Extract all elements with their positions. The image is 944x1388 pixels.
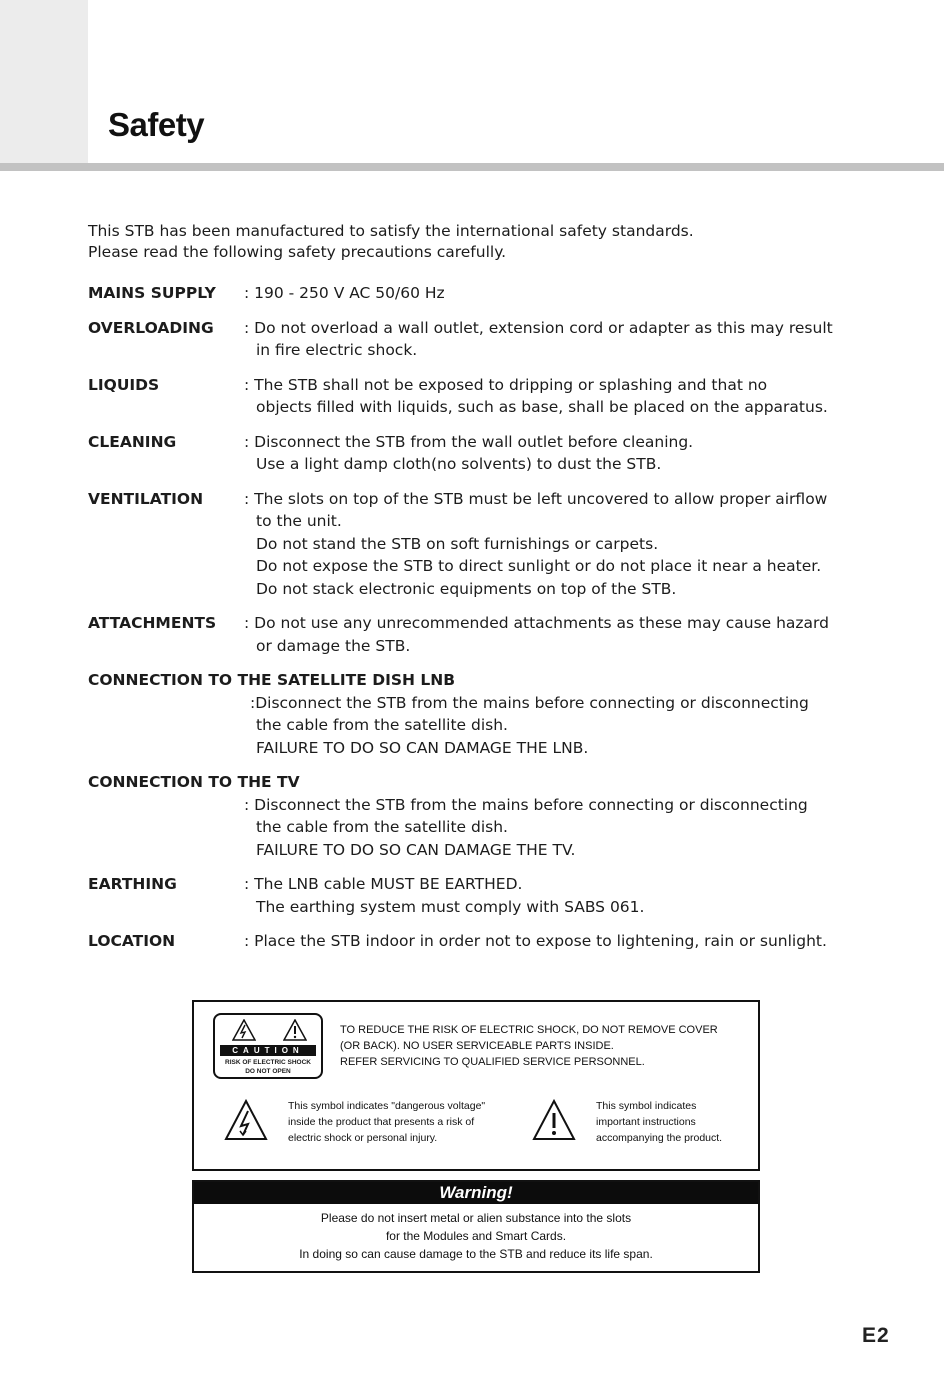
item-liquids <box>88 374 888 419</box>
voltage-symbol-text <box>288 1098 485 1146</box>
item-text: The earthing system must comply with SABS 061. <box>256 897 645 916</box>
warning-line: for the Modules and Smart Cards. <box>385 1229 567 1243</box>
item-text: : Do not use any unrecommended attachments as these may cause hazard <box>244 614 829 632</box>
item-text: in fire electric shock. <box>256 341 418 359</box>
instruction-line: important instructions <box>596 1116 696 1128</box>
item-text: : The LNB cable MUST BE EARTHED. <box>244 875 523 893</box>
item-label: CONNECTION TO THE SATELLITE DISH LNB <box>88 671 456 689</box>
header-corner-tab <box>0 0 88 163</box>
item-text: Use a light damp cloth(no solvents) to dust the STB. <box>256 455 662 473</box>
exclamation-triangle-icon <box>283 1019 307 1041</box>
lightning-triangle-icon <box>224 1098 268 1142</box>
warning-line: In doing so can cause damage to the STB and reduce its life span. <box>299 1247 653 1261</box>
item-label: CLEANING <box>88 432 177 451</box>
instruction-line: accompanying the product. <box>596 1132 723 1144</box>
item-text: : Disconnect the STB from the mains before connecting or disconnecting <box>244 795 808 814</box>
item-earthing <box>88 873 888 918</box>
item-label: OVERLOADING <box>88 318 214 337</box>
warning-line: Please do not insert metal or alien substance into the slots <box>320 1211 632 1225</box>
item-label: CONNECTION TO THE TV <box>88 773 300 791</box>
item-label: ATTACHMENTS <box>88 614 217 632</box>
item-label: LOCATION <box>88 932 176 950</box>
caution-text <box>340 1022 718 1070</box>
intro-line: Please read the following safety precautions carefully. <box>88 243 507 261</box>
caution-label: CAUTION <box>220 1045 316 1056</box>
warning-panel <box>192 1180 760 1273</box>
item-text: the cable from the satellite dish. <box>256 716 508 734</box>
item-attachments <box>88 612 888 657</box>
caution-badge <box>213 1013 323 1079</box>
item-ventilation <box>88 488 888 601</box>
item-text: : 190 - 250 V AC 50/60 Hz <box>244 284 445 302</box>
caution-subtitle: DO NOT OPEN <box>245 1068 291 1075</box>
lightning-triangle-icon <box>232 1019 256 1041</box>
voltage-line: inside the product that presents a risk of <box>288 1116 475 1128</box>
item-text: Do not expose the STB to direct sunlight or do not place it near a heater. <box>256 557 822 575</box>
item-text: to the unit. <box>256 512 342 530</box>
item-label: EARTHING <box>88 875 177 893</box>
caution-line: (OR BACK). NO USER SERVICEABLE PARTS INSIDE. <box>340 1040 614 1052</box>
intro-text <box>88 221 694 263</box>
item-mains-supply <box>88 282 888 305</box>
caution-line: TO REDUCE THE RISK OF ELECTRIC SHOCK, DO NOT REMOVE COVER <box>340 1024 718 1036</box>
item-text: : The slots on top of the STB must be left uncovered to allow proper airflow <box>244 489 828 508</box>
caution-subtitle: RISK OF ELECTRIC SHOCK <box>225 1059 311 1066</box>
item-text: :Disconnect the STB from the mains before connecting or disconnecting <box>250 693 809 712</box>
item-text: objects filled with liquids, such as base, shall be placed on the apparatus. <box>256 398 828 416</box>
item-text: : The STB shall not be exposed to dripping or splashing and that no <box>244 375 768 394</box>
item-location <box>88 930 888 953</box>
instruction-symbol-text <box>596 1098 722 1146</box>
item-label: LIQUIDS <box>88 375 160 394</box>
header-rule <box>0 163 944 171</box>
voltage-line: electric shock or personal injury. <box>288 1132 438 1144</box>
page-number: E2 <box>862 1324 890 1347</box>
item-cleaning <box>88 431 888 476</box>
item-text: Do not stack electronic equipments on top of the STB. <box>256 579 677 598</box>
safety-items <box>88 282 888 965</box>
item-text: FAILURE TO DO SO CAN DAMAGE THE TV. <box>256 840 576 859</box>
item-text: or damage the STB. <box>256 636 411 655</box>
item-text: the cable from the satellite dish. <box>256 818 508 836</box>
item-label: MAINS SUPPLY <box>88 284 216 302</box>
caution-line: REFER SERVICING TO QUALIFIED SERVICE PERSONNEL. <box>340 1056 645 1068</box>
item-connection-lnb <box>88 669 888 759</box>
item-text: : Place the STB indoor in order not to expose to lightening, rain or sunlight. <box>244 932 827 950</box>
intro-line: This STB has been manufactured to satisfy the international safety standards. <box>88 222 694 240</box>
page-title: Safety <box>108 106 205 143</box>
instruction-line: This symbol indicates <box>596 1100 697 1112</box>
item-connection-tv <box>88 771 888 861</box>
caution-panel <box>192 1000 760 1171</box>
item-overloading <box>88 317 888 362</box>
warning-body <box>194 1204 758 1263</box>
item-label: VENTILATION <box>88 489 204 508</box>
exclamation-triangle-icon <box>532 1098 576 1142</box>
item-text: FAILURE TO DO SO CAN DAMAGE THE LNB. <box>256 738 589 757</box>
warning-title: Warning! <box>194 1182 758 1204</box>
item-text: Do not stand the STB on soft furnishings or carpets. <box>256 534 659 553</box>
voltage-line: This symbol indicates "dangerous voltage" <box>288 1100 486 1112</box>
item-text: : Do not overload a wall outlet, extension cord or adapter as this may result <box>244 318 833 337</box>
item-text: : Disconnect the STB from the wall outlet before cleaning. <box>244 432 694 451</box>
